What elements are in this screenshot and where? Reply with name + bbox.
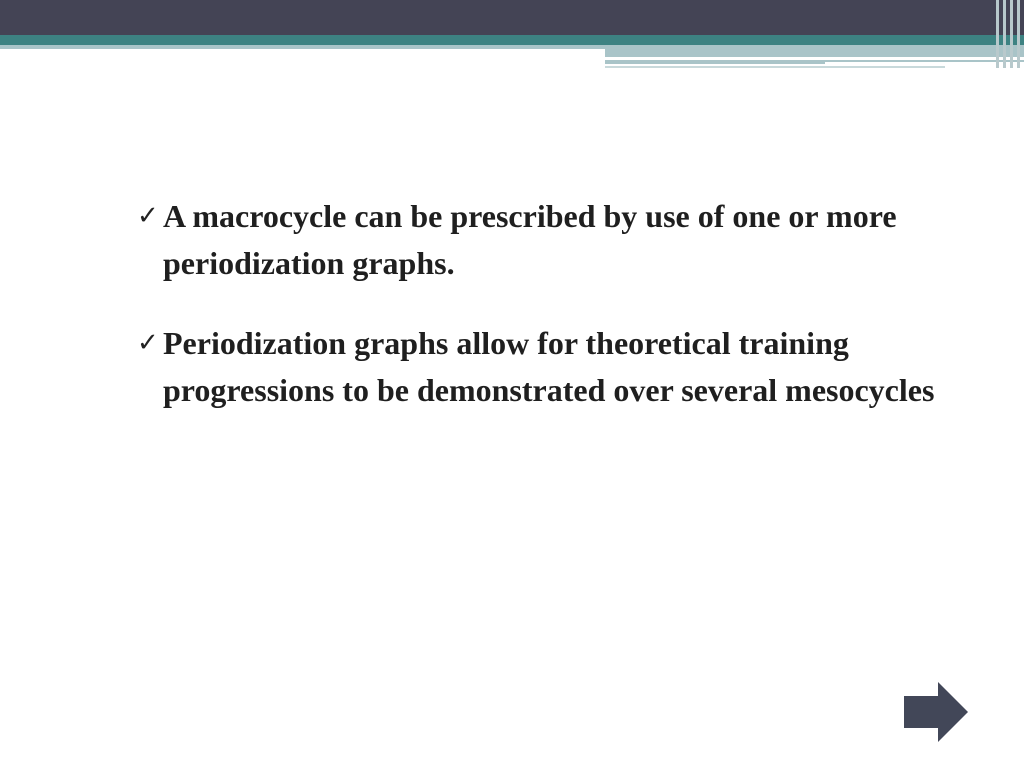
- header-light-bar-left: [0, 45, 605, 49]
- header-light-bar-right: [605, 45, 1024, 57]
- slide-body: [137, 193, 957, 447]
- header-stripes: [994, 0, 1024, 68]
- header-dark-bar: [0, 0, 1024, 35]
- header-thin-bar: [605, 66, 945, 68]
- checkmark-icon: ✓: [137, 328, 159, 358]
- header-thin-bar: [605, 60, 825, 64]
- bullet-text: A macrocycle can be prescribed by use of one or more periodization graphs.: [163, 198, 897, 281]
- arrow-right-icon: [904, 682, 968, 742]
- header-teal-bar: [0, 35, 1024, 45]
- bullet-text: Periodization graphs allow for theoretical training progressions to be demonstrated over several mesocycles: [163, 325, 935, 408]
- bullet-item: [137, 193, 957, 287]
- bullet-item: [137, 320, 957, 414]
- next-slide-button[interactable]: [904, 682, 968, 742]
- checkmark-icon: ✓: [137, 201, 159, 231]
